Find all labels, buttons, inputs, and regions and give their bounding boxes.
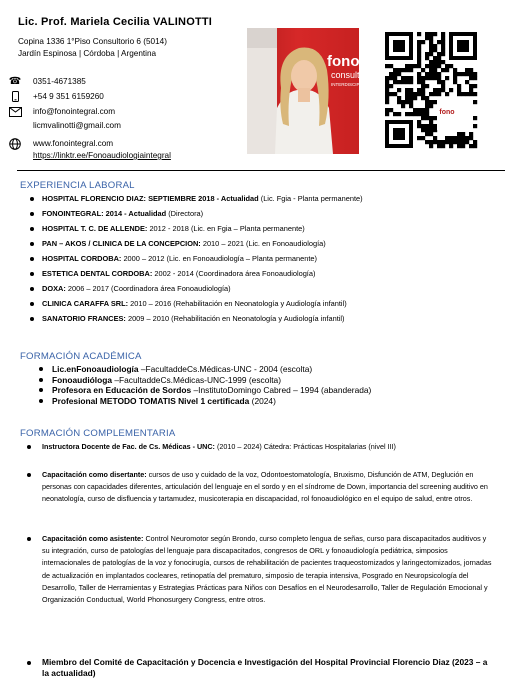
interdisciplinario-text: INTERDISCIPLI xyxy=(331,82,364,87)
section-complementaria-title: FORMACIÓN COMPLEMENTARIA xyxy=(20,428,176,439)
website[interactable]: www.fonointegral.com xyxy=(33,139,114,148)
fono-logo: fono xyxy=(327,53,360,70)
profile-photo xyxy=(247,28,368,154)
section-experiencia-title: EXPERIENCIA LABORAL xyxy=(20,180,135,191)
contact-phone xyxy=(8,75,86,88)
address-line-2: Jardín Espinosa | Córdoba | Argentina xyxy=(18,49,157,58)
list-item: DOXA: 2006 – 2017 (Coordinadora área Fonoaudiología) xyxy=(26,283,363,298)
formacion-list xyxy=(36,364,371,406)
contact-mobile xyxy=(8,90,104,103)
list-item: HOSPITAL T. C. DE ALLENDE: 2012 - 2018 (Lic. en Fgia – Planta permanente) xyxy=(26,223,363,238)
globe-icon xyxy=(8,138,22,150)
list-item: HOSPITAL CORDOBA: 2000 – 2012 (Lic. en Fonoaudiología – Planta permanente) xyxy=(26,253,363,268)
complementaria-item-instructora: Instructora Docente de Fac. de Cs. Médicas - UNC: (2010 – 2024) Cátedra: Prácticas Hospitalarias (nivel III) xyxy=(42,441,494,453)
list-item: SANATORIO FRANCES: 2009 – 2010 (Rehabilitación en Neonatología y Audiología infantil) xyxy=(26,313,363,328)
list-item: Profesional METODO TOMATIS Nivel 1 certificada (2024) xyxy=(36,396,371,407)
list-item: Lic.enFonoaudiología –FacultaddeCs.Médicas-UNC - 2004 (escolta) xyxy=(36,364,371,375)
linktree-link[interactable]: https://linktr.ee/Fonoaudiologiaintegral xyxy=(33,151,171,160)
consultor-logo: consultor xyxy=(331,70,368,80)
list-item: ESTETICA DENTAL CORDOBA: 2002 - 2014 (Coordinadora área Fonoaudiología) xyxy=(26,268,363,283)
contact-web xyxy=(8,137,113,150)
email-icon xyxy=(8,106,22,118)
complementaria-item-comite: Miembro del Comité de Capacitación y Docencia e Investigación del Hospital Provincial Florencio Diaz (2023 – a la actualidad) xyxy=(42,657,494,679)
svg-text:fono: fono xyxy=(439,109,455,116)
qr-code[interactable] xyxy=(385,32,477,148)
list-item: Profesora en Educación de Sordos –InstitutoDomingo Cabred – 1994 (abanderada) xyxy=(36,385,371,396)
email-address-1[interactable]: info@fonointegral.com xyxy=(33,107,116,116)
list-item: PAN – AKOS / CLINICA DE LA CONCEPCION: 2010 – 2021 (Lic. en Fonoaudiología) xyxy=(26,238,363,253)
mobile-icon xyxy=(8,91,22,103)
complementaria-item-asistente: Capacitación como asistente: Control Neuromotor según Brondo, curso completo lengua de señas, curso para discapacitados auditivos y su integración, curso de patologías del lenguaje para discapacitados, congresos de ORL y fonoaudiología pediátrica, simposios internacionales de patologías de la voz y fonocirugía, cursos de rehabilitación de pacientes traqueostomizados y laringectomizados, jornadas de actualización en implantados cocleares, retinopatía del prematuro, simposio de terapia intensiva, Posgrado en Neuropsicología del Desarrollo, Taller de Herramientas y Estrategias Prácticas para Niños con Desafíos en el Neurodesarrollo, Taller de Regulación Emocional y Organización Conductual, World Phonosurgery Congress, entre otros. xyxy=(42,533,494,606)
list-item: Fonoaudióloga –FacultaddeCs.Médicas-UNC-1999 (escolta) xyxy=(36,375,371,386)
cv-name: Lic. Prof. Mariela Cecilia VALINOTTI xyxy=(18,16,213,28)
list-item: CLINICA CARAFFA SRL: 2010 – 2016 (Rehabilitación en Neonatología y Audiología infantil) xyxy=(26,298,363,313)
mobile-number: +54 9 351 6159260 xyxy=(33,92,104,101)
email-address-2[interactable]: licmvalinotti@gmail.com xyxy=(33,121,121,130)
header-divider xyxy=(17,170,505,171)
experiencia-list xyxy=(26,193,363,328)
complementaria-item-disertante: Capacitación como disertante: cursos de uso y cuidado de la voz, Odontoestomatología, Bruxismo, Disfunción de ATM, Deglución en personas con capacidades diferentes, articulación del lenguaje en el sordo y en el síndrome de Down, importancia del screening auditivo en neonatología, curso de disfluencia y tartamudez, musicoterapia en discapacidad, rol fonoaudiológico en el equipo de salud, entre otros. xyxy=(42,469,494,506)
phone-icon: ☎ xyxy=(8,76,22,87)
address-line-1: Copina 1336 1°Piso Consultorio 6 (5014) xyxy=(18,37,167,46)
phone-number: 0351-4671385 xyxy=(33,77,86,86)
contact-email xyxy=(8,105,115,118)
list-item: HOSPITAL FLORENCIO DIAZ: SEPTIEMBRE 2018 - Actualidad (Lic. Fgia - Planta permanente) xyxy=(26,193,363,208)
section-formacion-title: FORMACIÓN ACADÉMICA xyxy=(20,351,142,362)
list-item: FONOINTEGRAL: 2014 - Actualidad (Directora) xyxy=(26,208,363,223)
